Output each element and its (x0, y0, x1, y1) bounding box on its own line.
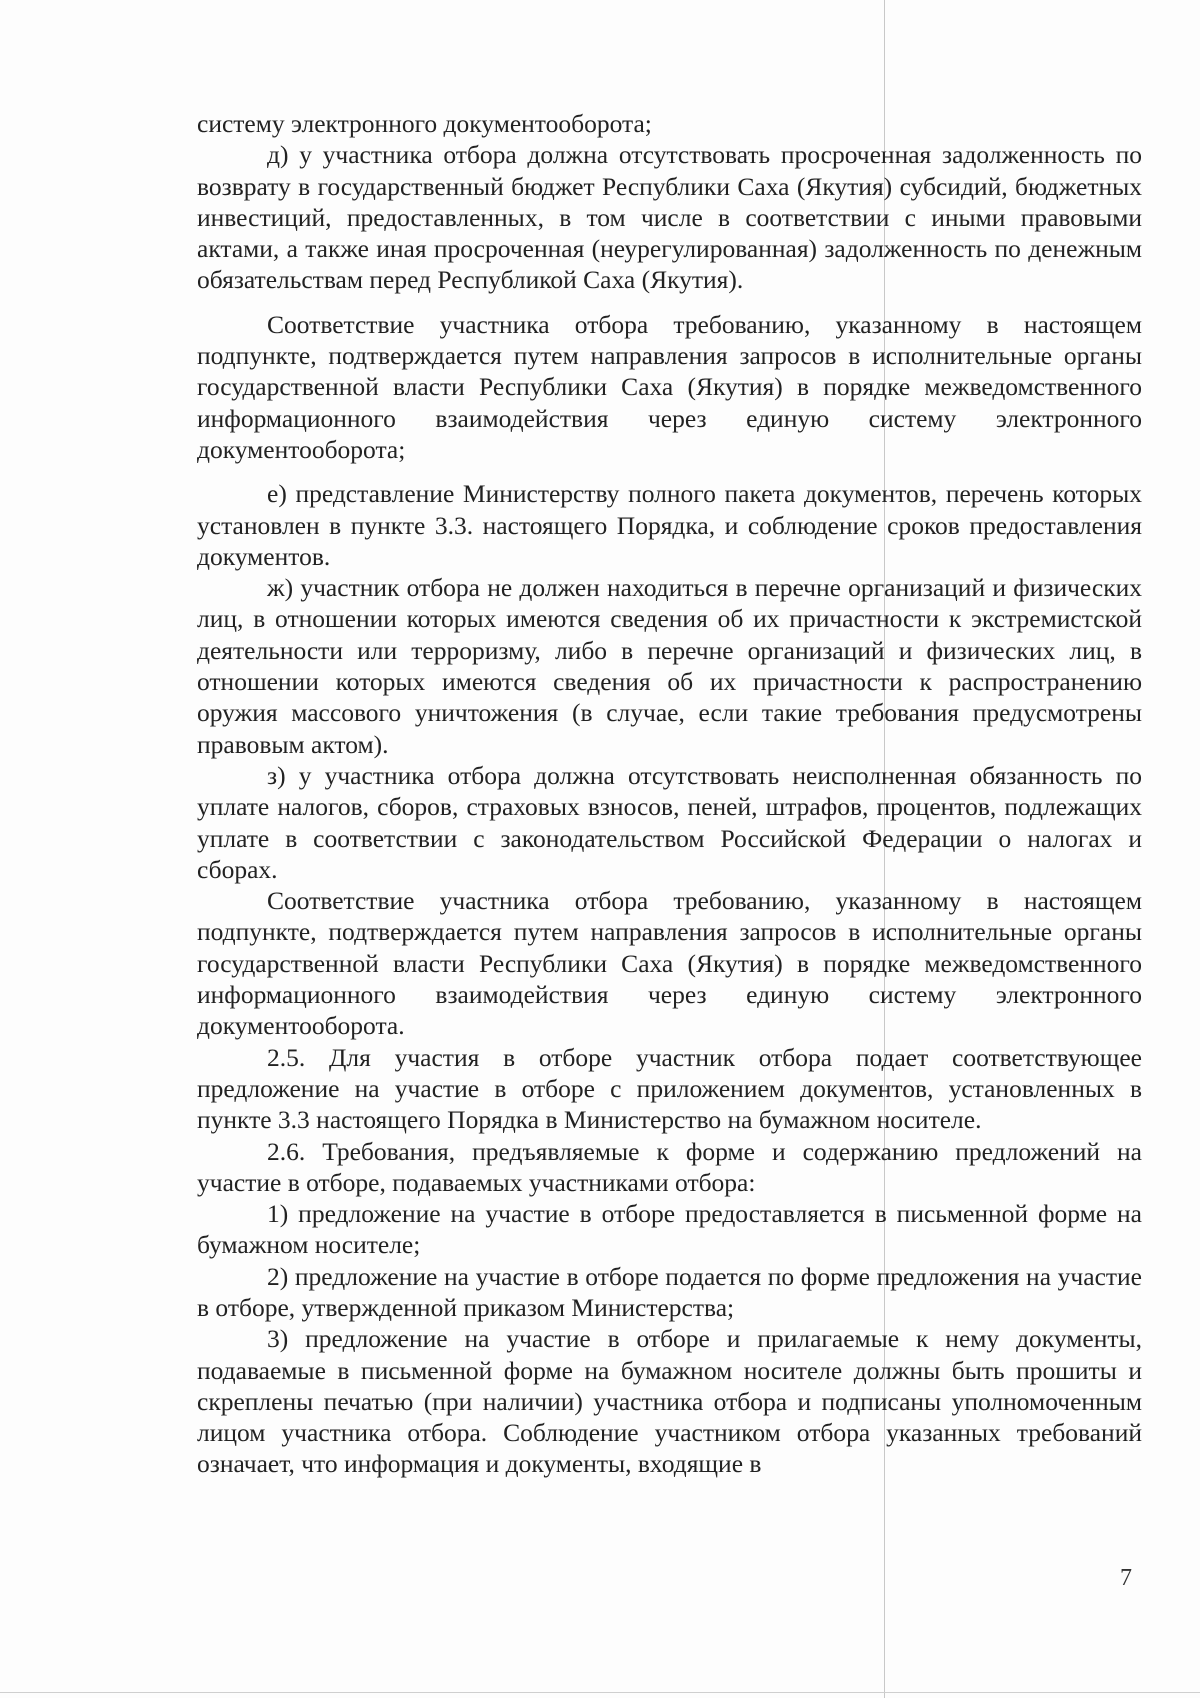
paragraph: систему электронного документооборота; (197, 109, 652, 138)
page-number: 7 (1120, 1565, 1132, 1591)
page-bottom-edge (0, 1692, 1200, 1693)
paragraph: Соответствие участника отбора требованию, указанному в настоящем подпункте, подтверждается путем направления запросов в исполнительные органы государственной власти Республики Саха (Якутия) в порядке межведомственного информационного взаимодействия через единую систему электронного документооборота. (197, 886, 1142, 1041)
paragraph: е) представление Министерству полного пакета документов, перечень которых установлен в пункте 3.3. настоящего Порядка, и соблюдение сроков предоставления документов. (197, 479, 1142, 571)
document-body (197, 108, 1142, 1480)
paragraph: 1) предложение на участие в отборе предоставляется в письменной форме на бумажном носителе; (197, 1199, 1142, 1260)
paragraph: Соответствие участника отбора требованию, указанному в настоящем подпункте, подтверждается путем направления запросов в исполнительные органы государственной власти Республики Саха (Якутия) в порядке межведомственного информационного взаимодействия через единую систему электронного документооборота; (197, 309, 1142, 464)
paragraph: 2) предложение на участие в отборе подается по форме предложения на участие в отборе, утвержденной приказом Министерства; (197, 1261, 1142, 1322)
paragraph: ж) участник отбора не должен находиться в перечне организаций и физических лиц, в отношении которых имеются сведения об их причастности к экстремистской деятельности или терроризму, либо в перечне организаций и физических лиц, в отношении которых имеются сведения об их причастности к распространению оружия массового уничтожения (в случае, если такие требования предусмотрены правовым актом). (197, 573, 1142, 759)
paragraph: 2.6. Требования, предъявляемые к форме и содержанию предложений на участие в отборе, подаваемых участниками отбора: (197, 1136, 1142, 1197)
paragraph: 3) предложение на участие в отборе и прилагаемые к нему документы, подаваемые в письменной форме на бумажном носителе должны быть прошиты и скреплены печатью (при наличии) участника отбора и подписаны уполномоченным лицом участника отбора. Соблюдение участником отбора указанных требований означает, что информация и документы, входящие в (197, 1324, 1142, 1479)
paragraph: 2.5. Для участия в отборе участник отбора подает соответствующее предложение на участие в отборе с приложением документов, установленных в пункте 3.3 настоящего Порядка в Министерство на бумажном носителе. (197, 1042, 1142, 1135)
paragraph: д) у участника отбора должна отсутствовать просроченная задолженность по возврату в государственный бюджет Республики Саха (Якутия) субсидий, бюджетных инвестиций, предоставленных, в том числе в соответствии с иными правовыми актами, а также иная просроченная (неурегулированная) задолженность по денежным обязательствам перед Республикой Саха (Якутия). (197, 140, 1142, 295)
paragraph: з) у участника отбора должна отсутствовать неисполненная обязанность по уплате налогов, сборов, страховых взносов, пеней, штрафов, процентов, подлежащих уплате в соответствии с законодательством Российской Федерации о налогах и сборах. (197, 760, 1142, 884)
